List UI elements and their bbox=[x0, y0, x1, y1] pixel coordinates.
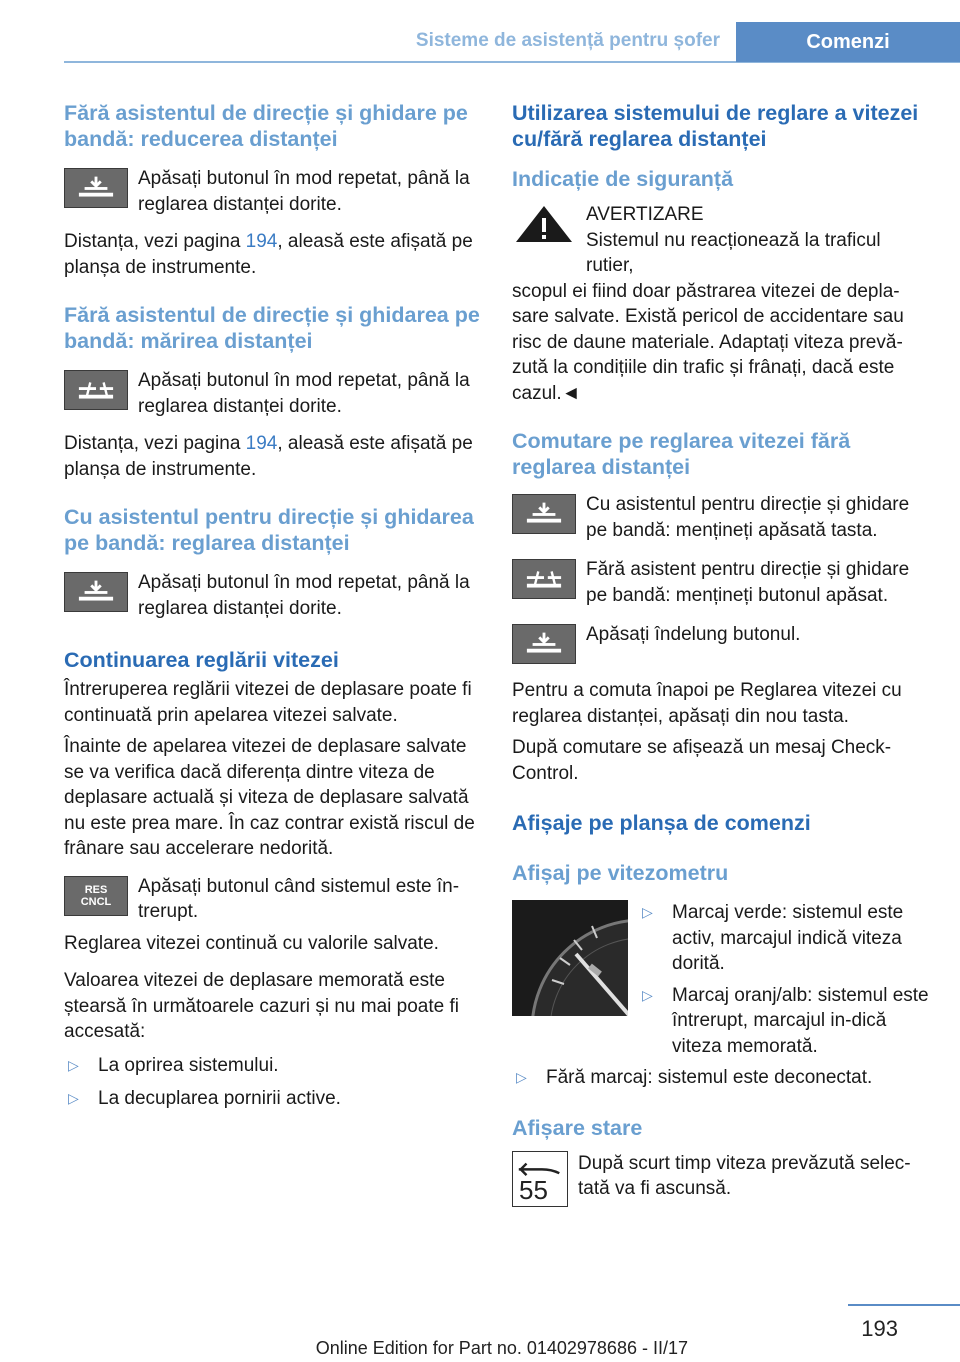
speedometer-list bbox=[638, 900, 930, 1059]
marker-list bbox=[512, 1065, 930, 1091]
text-switch-2: Fără asistent pentru direcție și ghidare pe bandă: mențineți butonul apăsat. bbox=[586, 559, 910, 606]
triangle-bullet-icon: ▷ bbox=[642, 986, 653, 1003]
button-block-reduce bbox=[64, 166, 480, 217]
text-assistant: Apăsați butonul în mod repetat, până la reglarea distanței dorite. bbox=[138, 572, 470, 619]
heading-displays: Afișaje pe planșa de comenzi bbox=[512, 811, 811, 835]
text-increase: Apăsați butonul în mod repetat, până la reglarea distanței dorite. bbox=[138, 370, 470, 417]
warning-line-1: Sistemul nu reacționează la traficul rutier, bbox=[586, 229, 881, 276]
distance-adjust-icon-2 bbox=[512, 494, 576, 534]
distance-reduce-icon-2 bbox=[512, 624, 576, 664]
triangle-bullet-icon: ▷ bbox=[516, 1069, 527, 1085]
page-link-194b[interactable]: 194 bbox=[245, 433, 278, 454]
button-block-switch-3 bbox=[512, 622, 930, 664]
button-block-switch-1 bbox=[512, 492, 930, 543]
triangle-bullet-icon: ▷ bbox=[68, 1056, 79, 1073]
header-section-title: Sisteme de asistență pentru șofer bbox=[415, 30, 720, 51]
heading-switch: Comutare pe reglarea vitezei fără reglarea distanței bbox=[512, 429, 851, 479]
para-continue-c: Reglarea vitezei continuă cu valorile salvate. bbox=[64, 932, 439, 954]
heading-use-system: Utilizarea sistemului de reglare a vitezei cu/fără reglarea distanței bbox=[512, 101, 919, 151]
distance-reduce-icon bbox=[64, 168, 128, 208]
warning-triangle-icon bbox=[512, 202, 576, 246]
para-check-control: După comutare se afișează un mesaj Check-Control. bbox=[512, 737, 892, 784]
para-distance-1: Distanța, vezi pagina 194, aleasă este afișată pe planșa de instrumente. bbox=[64, 231, 473, 278]
heading-speedometer: Afișaj pe vitezometru bbox=[512, 861, 729, 885]
heading-status: Afișare stare bbox=[512, 1115, 643, 1140]
status-block bbox=[512, 1151, 930, 1207]
list-clear-cases bbox=[64, 1053, 480, 1112]
text-reduce: Apăsați butonul în mod repetat, până la reglarea distanței dorite. bbox=[138, 168, 470, 215]
triangle-bullet-icon: ▷ bbox=[642, 904, 653, 920]
warning-block bbox=[512, 202, 930, 279]
list-item: ▷ La decuplarea pornirii active. bbox=[64, 1086, 480, 1112]
list-item: ▷ La oprirea sistemului. bbox=[64, 1053, 480, 1079]
heading-with-assistant: Cu asistentul pentru direcție și ghidarea pe bandă: reglarea distanței bbox=[64, 505, 474, 555]
heading-continue-speed: Continuarea reglării vitezei bbox=[64, 648, 339, 672]
distance-adjust-icon bbox=[64, 572, 128, 612]
text-res: Apăsați butonul când sistemul este în-trerupt. bbox=[138, 875, 460, 922]
para-continue-d: Valoarea vitezei de deplasare memorată este ștearsă în următoarele cazuri și nu mai poate fi accesată: bbox=[64, 970, 459, 1042]
speedometer-block bbox=[512, 900, 930, 1059]
left-column bbox=[64, 100, 480, 1112]
distance-increase-icon-2 bbox=[512, 559, 576, 599]
heading-safety: Indicație de siguranță bbox=[512, 167, 734, 191]
button-block-assistant bbox=[64, 570, 480, 621]
speed-status-icon: 55 bbox=[512, 1151, 568, 1207]
button-block-switch-2 bbox=[512, 557, 930, 608]
list-item: ▷ Marcaj oranj/alb: sistemul este întrerupt, marcajul in-dică viteza memorată. bbox=[638, 983, 930, 1060]
page-link-194[interactable]: 194 bbox=[245, 231, 278, 252]
triangle-bullet-icon: ▷ bbox=[68, 1090, 79, 1106]
warning-text: scopul ei fiind doar păstrarea vitezei de depla-sare salvate. Există pericol de accidentare sau risc de daune materiale. Adaptați viteza prevă-zută la condițiile din trafic și frânați, dacă este cazul.◄ bbox=[512, 280, 904, 404]
para-distance-2: Distanța, vezi pagina 194, aleasă este afișată pe planșa de instrumente. bbox=[64, 433, 473, 480]
footer-edition: Online Edition for Part no. 01402978686 - II/17 bbox=[315, 1338, 688, 1358]
text-status: După scurt timp viteza prevăzută selec-tată va fi ascunsă. bbox=[578, 1152, 911, 1199]
list-item: ▷ Fără marcaj: sistemul este deconectat. bbox=[512, 1065, 930, 1091]
heading-reduce-distance: Fără asistentul de direcție și ghidare pe bandă: reducerea distanței bbox=[64, 101, 468, 151]
warning-title: AVERTIZARE bbox=[586, 204, 704, 225]
speedometer-image bbox=[512, 900, 628, 1016]
button-block-res bbox=[64, 874, 480, 925]
heading-increase-distance: Fără asistentul de direcție și ghidarea pe bandă: mărirea distanței bbox=[64, 303, 480, 353]
text-switch-3: Apăsați îndelung butonul. bbox=[586, 624, 801, 645]
page-number: 193 bbox=[861, 1316, 898, 1341]
para-continue-b: Înainte de apelarea vitezei de deplasare salvate se va verifica dacă diferența dintre viteza de deplasare actuală și viteza de deplasare salvată nu este prea mare. În caz contrar există riscul de frânare sau accelerare nedorită. bbox=[64, 736, 475, 859]
para-continue-a: Întreruperea reglării vitezei de deplasare poate fi continuată prin apelarea vitezei salvate. bbox=[64, 679, 472, 726]
text-switch-1: Cu asistentul pentru direcție și ghidare pe bandă: mențineți apăsată tasta. bbox=[586, 494, 910, 541]
header-tab[interactable]: Comenzi bbox=[736, 22, 960, 62]
button-block-increase bbox=[64, 368, 480, 419]
distance-increase-icon bbox=[64, 370, 128, 410]
list-item: ▷ Marcaj verde: sistemul este activ, marcajul indică viteza dorită. bbox=[638, 900, 930, 977]
right-column bbox=[512, 100, 930, 1207]
footer-rule bbox=[848, 1304, 960, 1306]
para-switch-back: Pentru a comuta înapoi pe Reglarea vitezei cu reglarea distanței, apăsați din nou tasta. bbox=[512, 680, 902, 727]
res-cncl-icon: RES CNCL bbox=[64, 876, 128, 916]
